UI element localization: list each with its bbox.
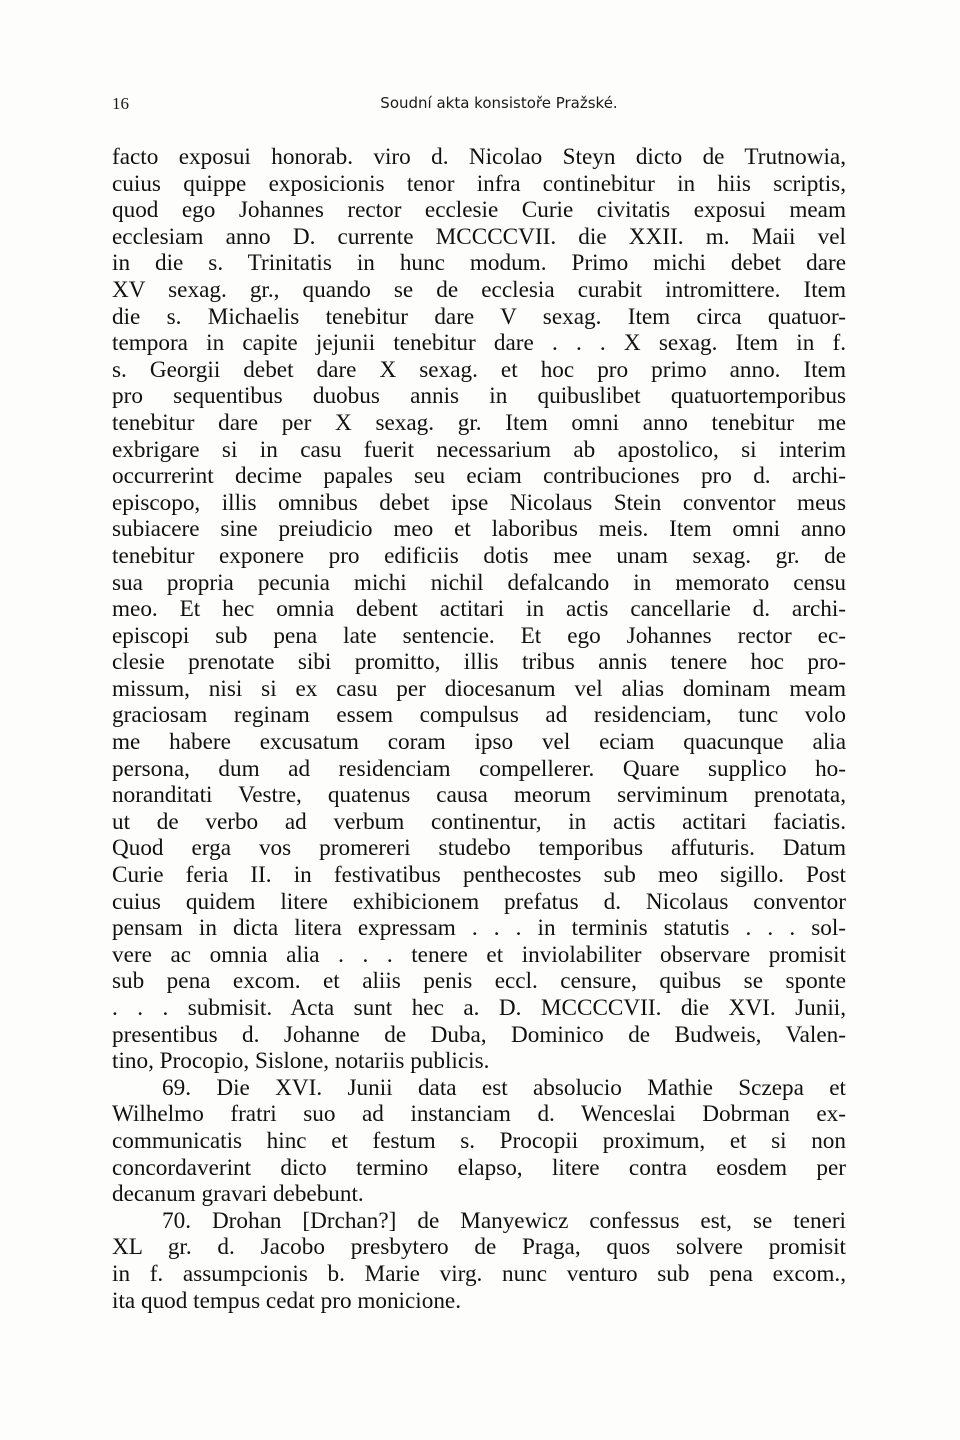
text-line: me habere excusatum coram ipso vel eciam quacunque alia xyxy=(112,729,846,756)
text-line: presentibus d. Johanne de Duba, Dominico de Budweis, Valen- xyxy=(112,1021,846,1048)
text-line: tino, Procopio, Sislone, notariis publicis. xyxy=(112,1048,490,1075)
text-line: exbrigare si in casu fuerit necessarium ab apostolico, si interim xyxy=(112,436,846,463)
text-line: episcopo, illis omnibus debet ipse Nicolaus Stein conventor meus xyxy=(112,489,846,516)
text-line: Wilhelmo fratri suo ad instanciam d. Wenceslai Dobrman ex- xyxy=(112,1101,846,1128)
text-line: cuius quippe exposicionis tenor infra continebitur in hiis scriptis, xyxy=(112,170,846,197)
text-line: meo. Et hec omnia debent actitari in actis cancellarie d. archi- xyxy=(112,596,846,623)
paragraph xyxy=(112,1208,846,1314)
text-line: facto exposui honorab. viro d. Nicolao Steyn dicto de Trutnowia, xyxy=(112,144,846,170)
text-line: Quod erga vos promereri studebo temporibus affuturis. Datum xyxy=(112,835,846,862)
text-line: in die s. Trinitatis in hunc modum. Primo michi debet dare xyxy=(112,250,846,277)
text-line: occurrerint decime papales seu eciam contribuciones pro d. archi- xyxy=(112,463,846,490)
text-line: XL gr. d. Jacobo presbytero de Praga, quos solvere promisit xyxy=(112,1234,846,1261)
text-line: communicatis hinc et festum s. Procopii proximum, et si non xyxy=(112,1127,846,1154)
text-line: Curie feria II. in festivatibus penthecostes sub meo sigillo. Post xyxy=(112,862,846,889)
text-line: 70. Drohan [Drchan?] de Manyewicz confessus est, se teneri xyxy=(162,1207,846,1234)
text-line: quod ego Johannes rector ecclesie Curie civitatis exposui meam xyxy=(112,197,846,224)
text-line: episcopi sub pena late sentencie. Et ego Johannes rector ec- xyxy=(112,622,846,649)
text-line: tenebitur dare per X sexag. gr. Item omni anno tenebitur me xyxy=(112,409,846,436)
text-line: s. Georgii debet dare X sexag. et hoc pro primo anno. Item xyxy=(112,356,846,383)
text-line: subiacere sine preiudicio meo et laboribus meis. Item omni anno xyxy=(112,516,846,543)
text-line: vere ac omnia alia . . . tenere et inviolabiliter observare promisit xyxy=(112,941,846,968)
text-line: noranditati Vestre, quatenus causa meorum serviminum prenotata, xyxy=(112,782,846,809)
text-line: . . . submisit. Acta sunt hec a. D. MCCCCVII. die XVI. Junii, xyxy=(112,995,846,1021)
text-line: 69. Die XVI. Junii data est absolucio Mathie Sczepa et xyxy=(162,1074,846,1101)
page-header xyxy=(112,94,846,118)
text-line: cuius quidem litere exhibicionem prefatus d. Nicolaus conventor xyxy=(112,888,846,915)
text-line: sub pena excom. et aliis penis eccl. censure, quibus se sponte xyxy=(112,968,846,995)
text-line: graciosam reginam essem compulsus ad residenciam, tunc volo xyxy=(112,702,846,729)
text-line: concordaverint dicto termino elapso, litere contra eosdem per xyxy=(112,1154,846,1181)
text-line: in f. assumpcionis b. Marie virg. nunc venturo sub pena excom., xyxy=(112,1260,846,1287)
text-line: sua propria pecunia michi nichil defalcando in memorato censu xyxy=(112,569,846,596)
page-number: 16 xyxy=(112,94,129,113)
paragraph xyxy=(112,144,846,1075)
document-body xyxy=(112,144,846,1314)
text-line: clesie prenotate sibi promitto, illis tribus annis tenere hoc pro- xyxy=(112,649,846,676)
text-line: die s. Michaelis tenebitur dare V sexag. Item circa quatuor- xyxy=(112,303,846,330)
text-line: persona, dum ad residenciam compellerer. Quare supplico ho- xyxy=(112,755,846,782)
text-line: ita quod tempus cedat pro monicione. xyxy=(112,1287,462,1314)
text-line: tempora in capite jejunii tenebitur dare . . . X sexag. Item in f. xyxy=(112,330,846,357)
text-line: missum, nisi si ex casu per diocesanum vel alias dominam meam xyxy=(112,675,846,702)
paragraph xyxy=(112,1075,846,1208)
text-line: tenebitur exponere pro edificiis dotis mee unam sexag. gr. de xyxy=(112,542,846,569)
text-line: pro sequentibus duobus annis in quibuslibet quatuortemporibus xyxy=(112,383,846,410)
text-line: decanum gravari debebunt. xyxy=(112,1181,364,1208)
text-line: XV sexag. gr., quando se de ecclesia curabit intromittere. Item xyxy=(112,276,846,303)
text-line: pensam in dicta litera expressam . . . in terminis statutis . . . sol- xyxy=(112,915,846,942)
text-line: ut de verbo ad verbum continentur, in actis actitari faciatis. xyxy=(112,808,846,835)
running-head: Soudní akta konsistoře Pražské. xyxy=(380,94,618,112)
text-line: ecclesiam anno D. currente MCCCCVII. die XXII. m. Maii vel xyxy=(112,223,846,250)
